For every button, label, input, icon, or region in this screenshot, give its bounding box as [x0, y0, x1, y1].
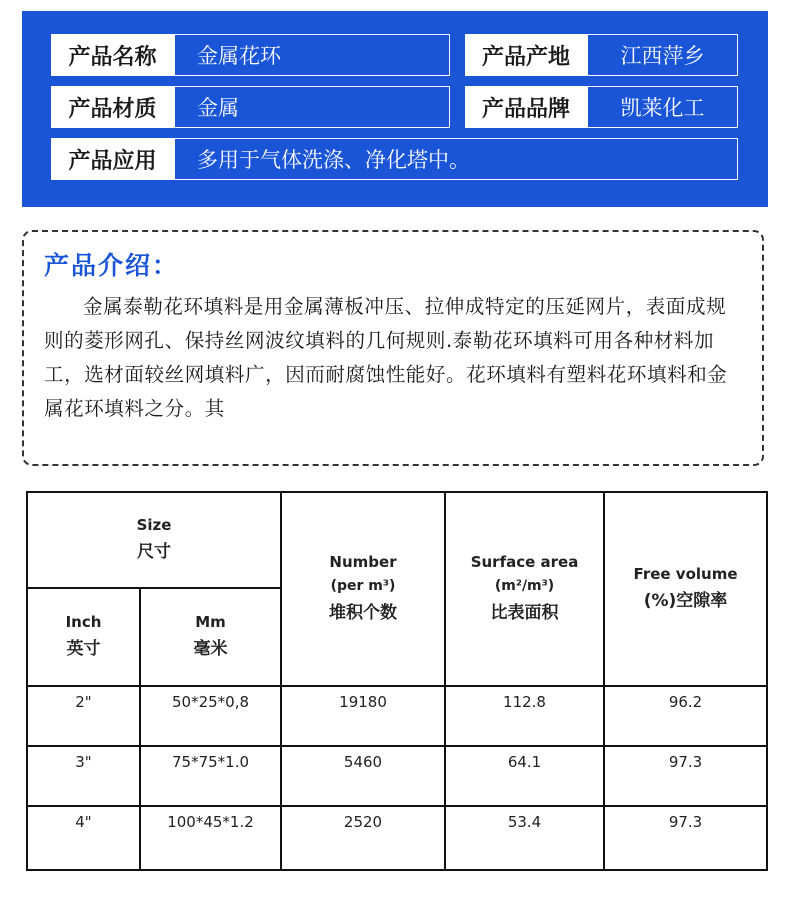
- name-label: 产品名称: [51, 34, 174, 76]
- cell-number: 2520: [281, 806, 445, 870]
- size-header-zh: 尺寸: [137, 542, 171, 562]
- origin-value: 江西萍乡: [587, 34, 738, 76]
- inch-header: [27, 588, 140, 686]
- cell-free-volume: 97.3: [604, 746, 767, 806]
- brand-value: 凯莱化工: [587, 86, 738, 128]
- info-row-material: [51, 86, 450, 128]
- material-value: 金属: [174, 86, 450, 128]
- origin-label: 产品产地: [465, 34, 587, 76]
- free-volume-header-zh: (%)空隙率: [643, 591, 728, 611]
- application-value: 多用于气体洗涤、净化塔中。: [174, 138, 738, 180]
- mm-header: [140, 588, 281, 686]
- cell-mm: 75*75*1.0: [140, 746, 281, 806]
- cell-free-volume: 97.3: [604, 806, 767, 870]
- spec-table: [26, 491, 768, 871]
- cell-inch: 3": [27, 746, 140, 806]
- info-row-origin: [465, 34, 738, 76]
- number-header-en: Number: [329, 553, 397, 571]
- free-volume-header: [604, 492, 767, 686]
- info-row-name: [51, 34, 450, 76]
- surface-header-zh: 比表面积: [490, 603, 559, 623]
- cell-inch: 4": [27, 806, 140, 870]
- application-label: 产品应用: [51, 138, 174, 180]
- mm-header-en: Mm: [195, 613, 226, 631]
- info-row-application: [51, 138, 738, 180]
- surface-header: [445, 492, 604, 686]
- cell-free-volume: 96.2: [604, 686, 767, 746]
- intro-title: 产品介绍：: [44, 251, 180, 280]
- info-row-brand: [465, 86, 738, 128]
- mm-header-zh: 毫米: [193, 639, 228, 659]
- cell-surface: 112.8: [445, 686, 604, 746]
- product-intro-box: [22, 230, 764, 466]
- cell-number: 5460: [281, 746, 445, 806]
- table-row: [27, 806, 767, 870]
- cell-surface: 53.4: [445, 806, 604, 870]
- product-info-panel: [22, 11, 768, 207]
- inch-header-zh: 英寸: [66, 639, 101, 659]
- cell-mm: 100*45*1.2: [140, 806, 281, 870]
- free-volume-header-en: Free volume: [633, 565, 738, 583]
- cell-inch: 2": [27, 686, 140, 746]
- table-row: [27, 686, 767, 746]
- size-header-en: Size: [136, 516, 172, 534]
- material-label: 产品材质: [51, 86, 174, 128]
- name-value: 金属花环: [174, 34, 450, 76]
- cell-number: 19180: [281, 686, 445, 746]
- inch-header-en: Inch: [65, 613, 102, 631]
- number-header-unit: (per m³): [330, 578, 396, 594]
- table-header-row: [27, 492, 767, 588]
- size-header: [27, 492, 281, 588]
- cell-surface: 64.1: [445, 746, 604, 806]
- cell-mm: 50*25*0,8: [140, 686, 281, 746]
- surface-header-unit: (m²/m³): [494, 578, 555, 594]
- surface-header-en: Surface area: [470, 553, 579, 571]
- table-row: [27, 746, 767, 806]
- number-header-zh: 堆积个数: [329, 603, 398, 623]
- brand-label: 产品品牌: [465, 86, 587, 128]
- intro-body: 金属泰勒花环填料是用金属薄板冲压、拉伸成特定的压延网片，表面成规则的菱形网孔、保持丝网波纹填料的几何规则.泰勒花环填料可用各种材料加工，选材面较丝网填料广，因而耐腐蚀性能好。花环填料有塑料花环填料和金属花环填料之分。其: [44, 295, 728, 420]
- number-header: [281, 492, 445, 686]
